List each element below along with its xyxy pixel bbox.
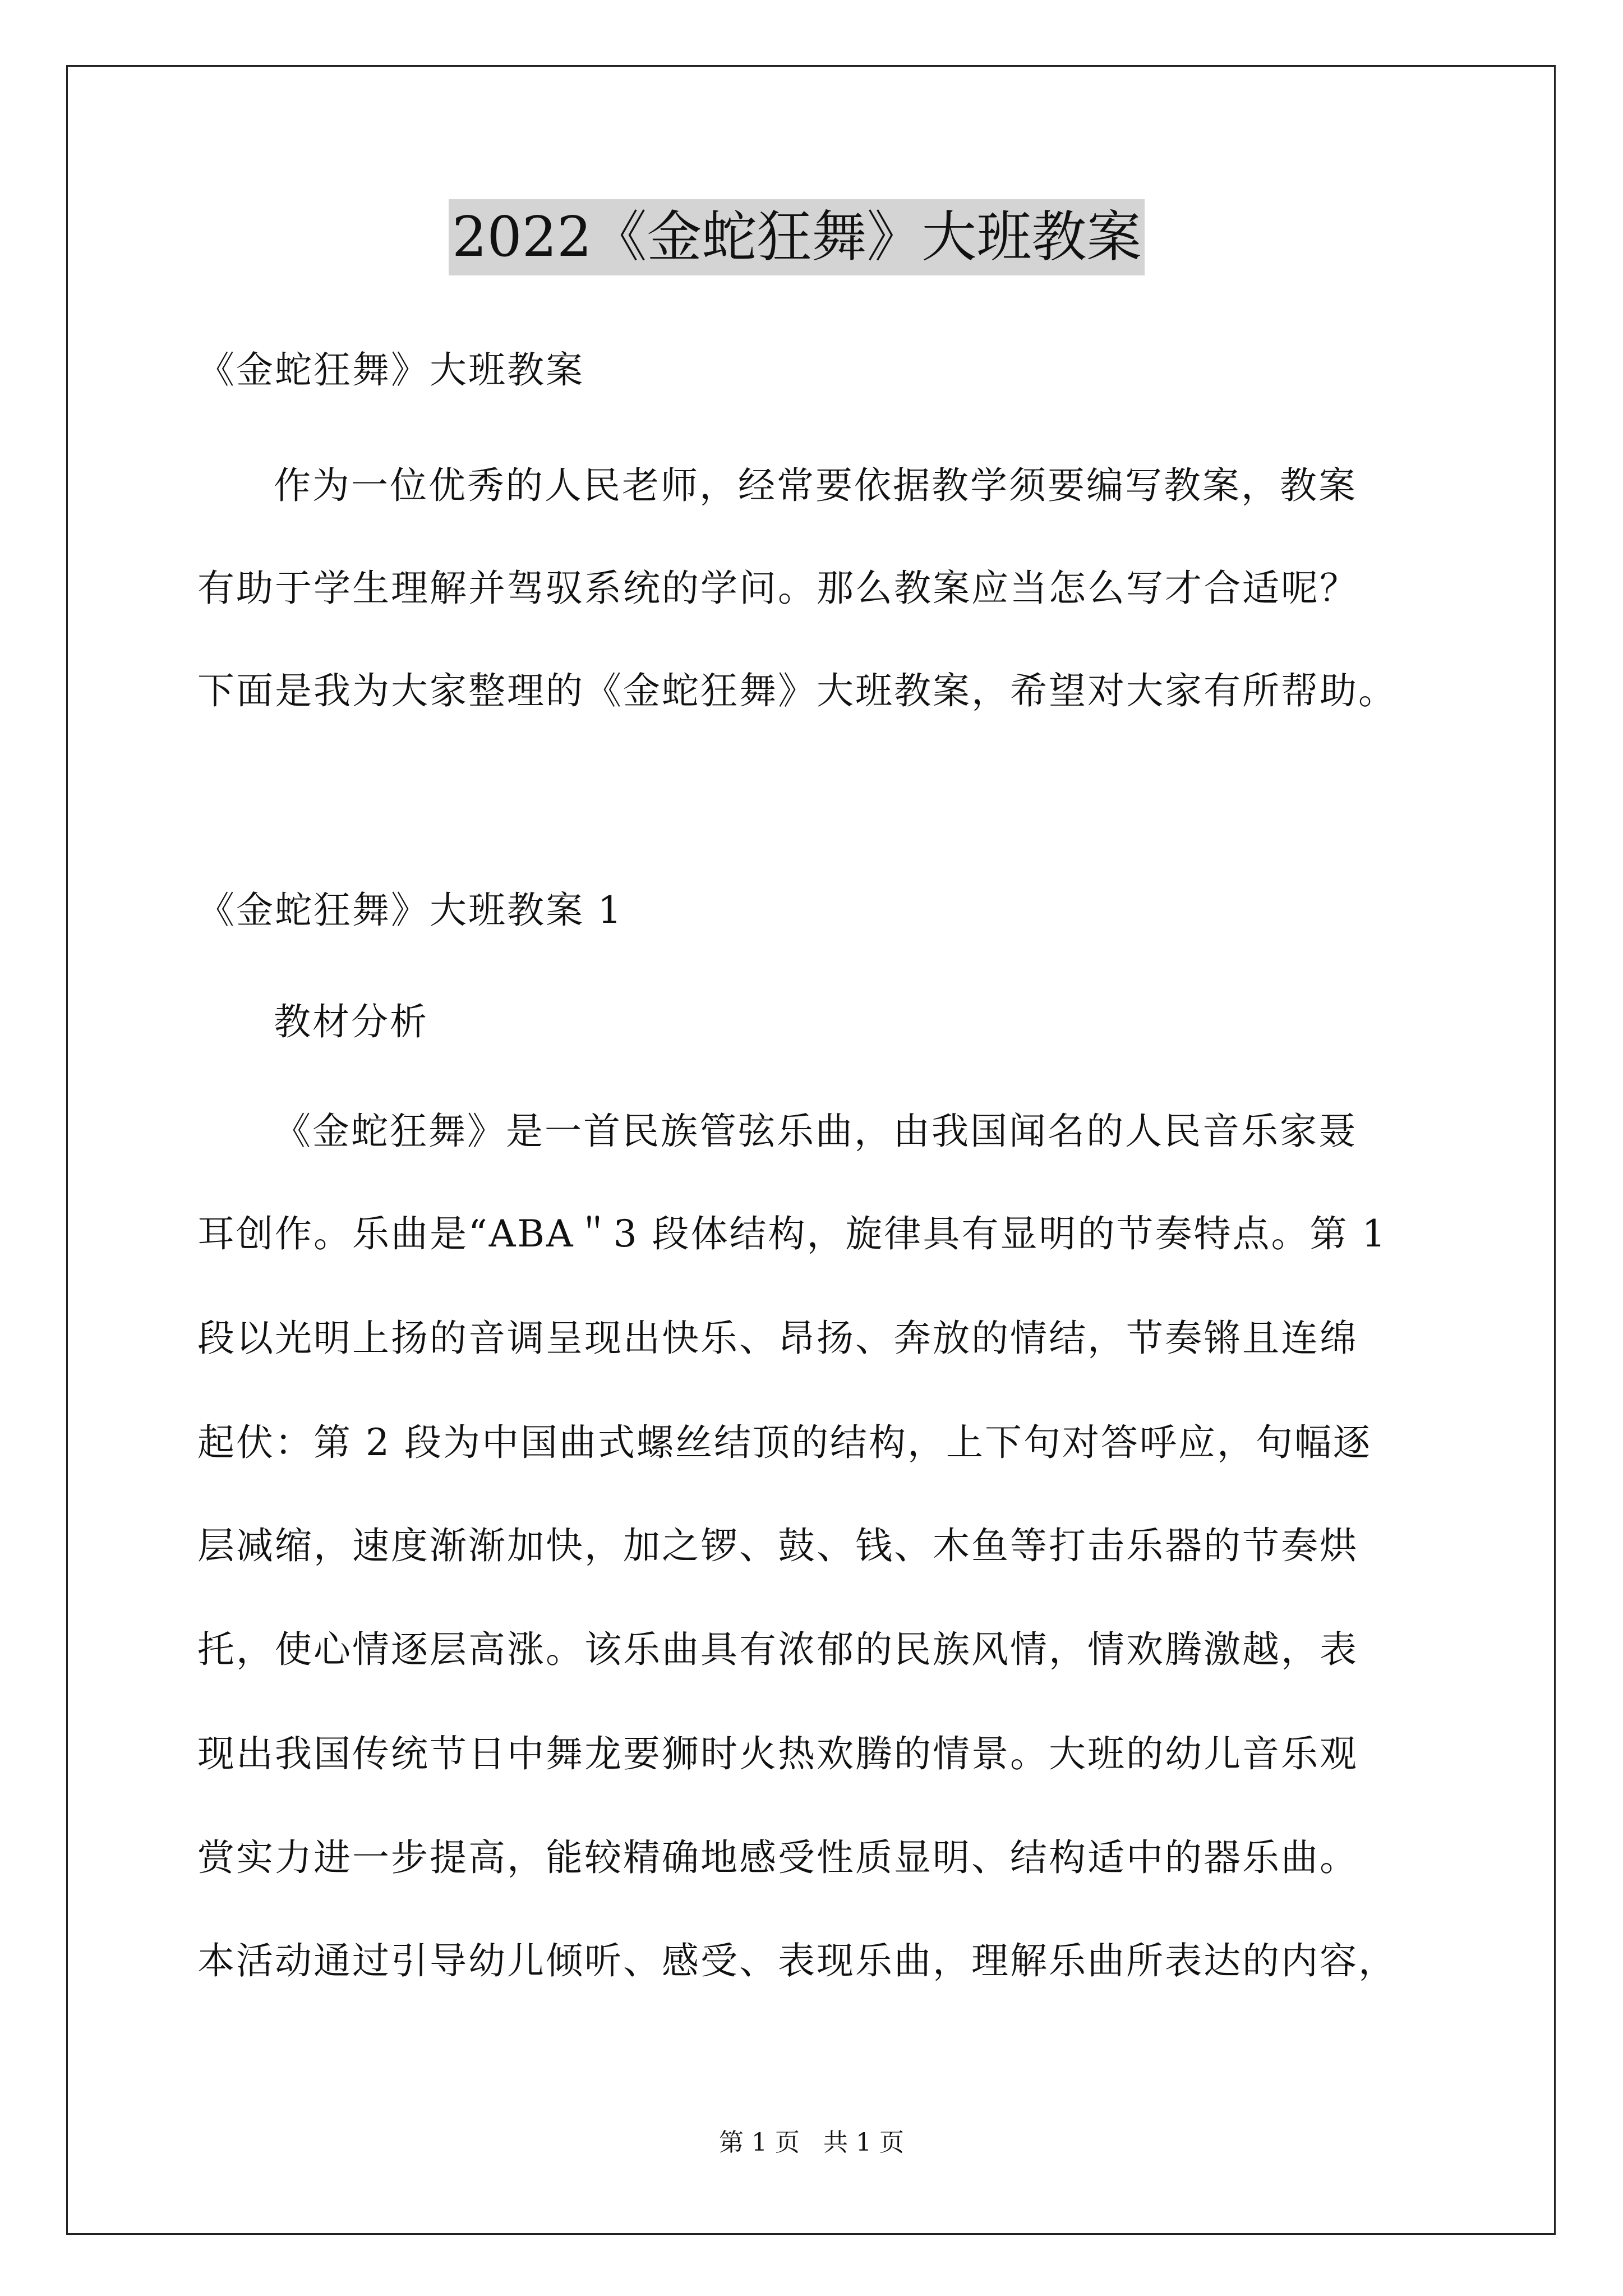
body-line: 托，使心情逐层高涨。该乐曲具有浓郁的民族风情，情欢腾激越，表 (197, 1628, 1358, 1671)
document-subtitle: 《金蛇狂舞》大班教案 (197, 348, 584, 392)
body-line: 《金蛇狂舞》是一首民族管弦乐曲，由我国闻名的人民音乐家聂 (274, 1110, 1357, 1153)
intro-line: 下面是我为大家整理的《金蛇狂舞》大班教案，希望对大家有所帮助。 (197, 669, 1397, 712)
body-line: 本活动通过引导幼儿倾听、感受、表现乐曲，理解乐曲所表达的内容， (197, 1939, 1397, 1982)
page-footer: 第 1 页 共 1 页 (719, 2128, 904, 2157)
body-line: 起伏：第 2 段为中国曲式螺丝结顶的结构，上下句对答呼应，句幅逐 (197, 1421, 1372, 1464)
body-line: 耳创作。乐曲是“ABA＂3 段体结构，旋律具有显明的节奏特点。第 1 (197, 1212, 1387, 1255)
intro-line: 作为一位优秀的人民老师，经常要依据教学须要编写教案，教案 (274, 464, 1357, 507)
document-title: 2022《金蛇狂舞》大班教案 (449, 199, 1145, 275)
body-line: 层减缩，速度渐渐加快，加之锣、鼓、钱、木鱼等打击乐器的节奏烘 (197, 1524, 1358, 1567)
subsection-heading: 教材分析 (274, 1000, 428, 1043)
body-line: 现出我国传统节日中舞龙要狮时火热欢腾的情景。大班的幼儿音乐观 (197, 1732, 1358, 1775)
body-line: 赏实力进一步提高，能较精确地感受性质显明、结构适中的器乐曲。 (197, 1836, 1358, 1879)
body-line: 段以光明上扬的音调呈现出快乐、昂扬、奔放的情结，节奏锵且连绵 (197, 1317, 1358, 1360)
section-heading: 《金蛇狂舞》大班教案 1 (197, 889, 623, 932)
intro-line: 有助于学生理解并驾驭系统的学问。那么教案应当怎么写才合适呢？ (197, 567, 1358, 610)
